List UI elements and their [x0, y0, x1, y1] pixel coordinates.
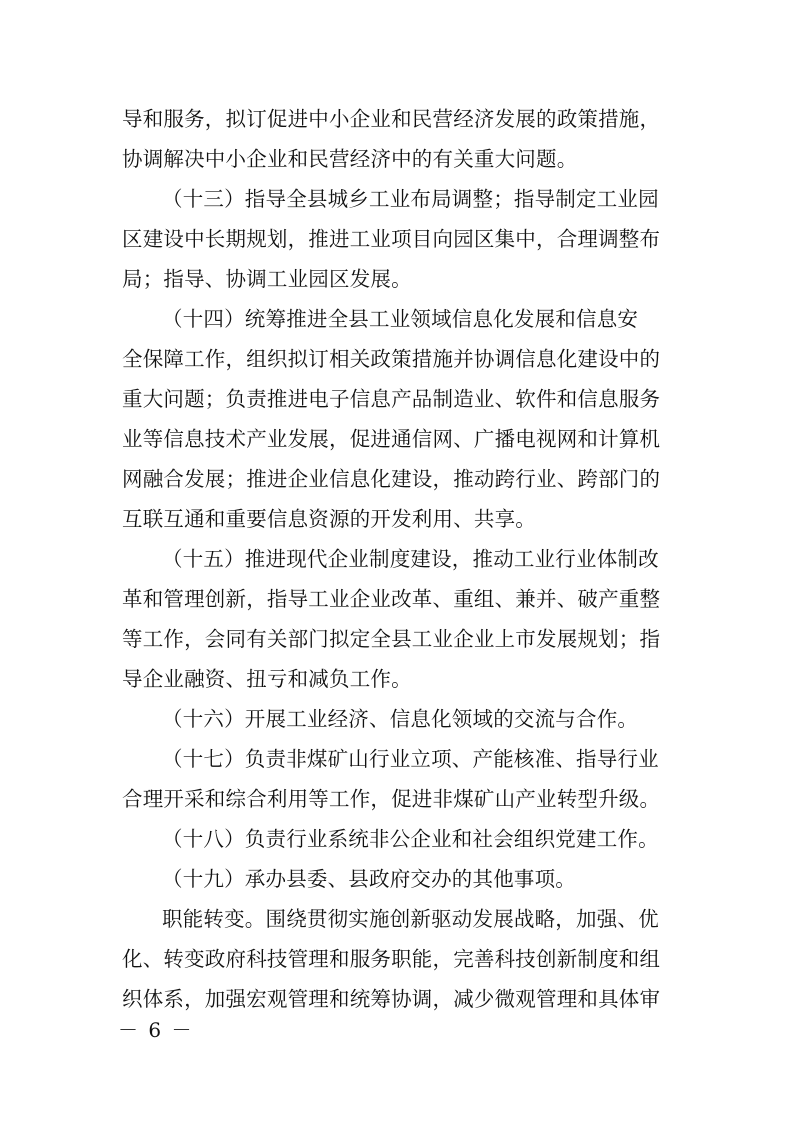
text-line: 业等信息技术产业发展，促进通信网、广播电视网和计算机: [122, 427, 661, 451]
text-line: 协调解决中小企业和民营经济中的有关重大问题。: [122, 147, 578, 171]
text-line: （十三）指导全县城乡工业布局调整；指导制定工业园: [162, 187, 659, 211]
text-line: 局；指导、协调工业园区发展。: [122, 267, 412, 291]
text-line: （十六）开展工业经济、信息化领域的交流与合作。: [162, 707, 639, 731]
text-line: 全保障工作，组织拟订相关政策措施并协调信息化建设中的: [122, 347, 661, 371]
text-line: 等工作，会同有关部门拟定全县工业企业上市发展规划；指: [122, 627, 661, 651]
text-line: 互联互通和重要信息资源的开发利用、共享。: [122, 507, 536, 531]
text-line: 合理开采和综合利用等工作，促进非煤矿山产业转型升级。: [122, 787, 661, 811]
text-line: 化、转变政府科技管理和服务职能，完善科技创新制度和组: [122, 947, 661, 971]
text-line: （十五）推进现代企业制度建设，推动工业行业体制改: [162, 547, 659, 571]
page-number: － 6 －: [118, 1018, 194, 1042]
text-line: 职能转变。围绕贯彻实施创新驱动发展战略，加强、优: [162, 907, 659, 931]
text-line: 网融合发展；推进企业信息化建设，推动跨行业、跨部门的: [122, 467, 661, 491]
text-line: （十九）承办县委、县政府交办的其他事项。: [162, 867, 576, 891]
text-line: （十八）负责行业系统非公企业和社会组织党建工作。: [162, 827, 659, 851]
text-line: 重大问题；负责推进电子信息产品制造业、软件和信息服务: [122, 387, 661, 411]
text-line: （十七）负责非煤矿山行业立项、产能核准、指导行业: [162, 747, 659, 771]
text-line: （十四）统筹推进全县工业领域信息化发展和信息安: [162, 307, 639, 331]
text-line: 导和服务，拟订促进中小企业和民营经济发展的政策措施，: [122, 107, 661, 131]
text-line: 革和管理创新，指导工业企业改革、重组、兼并、破产重整: [122, 587, 661, 611]
text-line: 区建设中长期规划，推进工业项目向园区集中，合理调整布: [122, 227, 661, 251]
text-line: 导企业融资、扭亏和减负工作。: [122, 667, 412, 691]
text-line: 织体系，加强宏观管理和统筹协调，减少微观管理和具体审: [122, 987, 661, 1011]
